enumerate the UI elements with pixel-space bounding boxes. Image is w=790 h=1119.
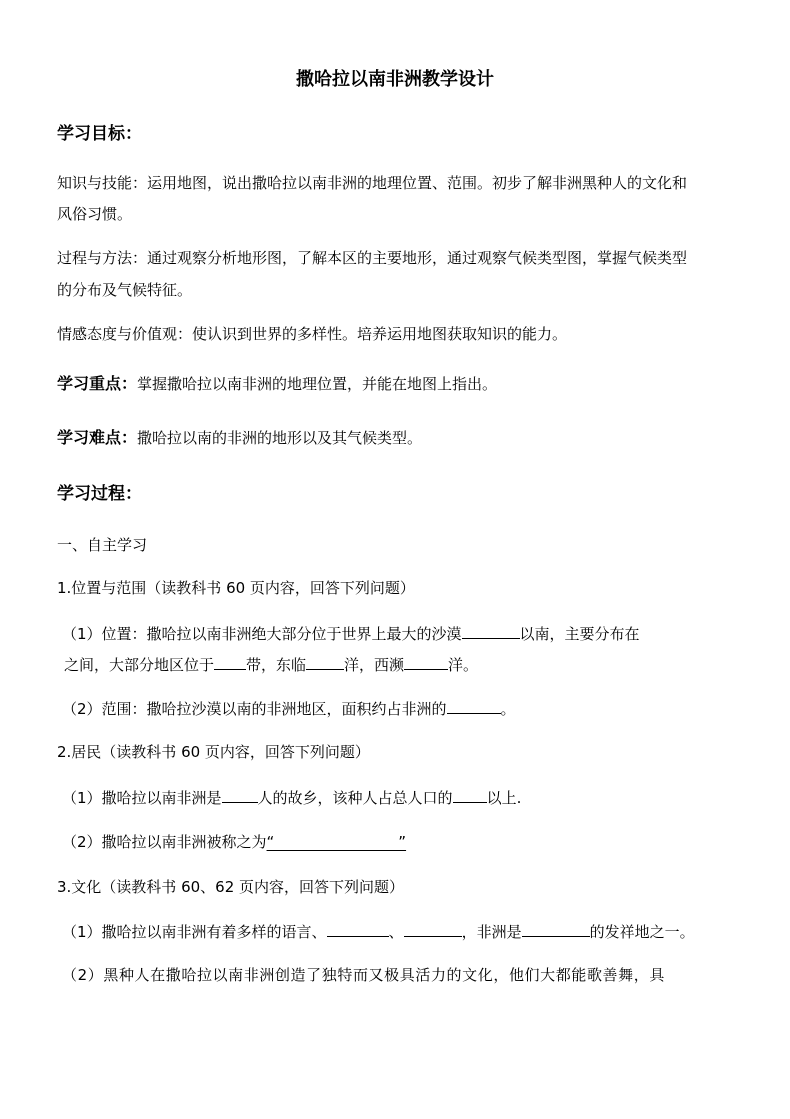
question-1-title: 1.位置与范围（读教科书 60 页内容，回答下列问题） (57, 579, 415, 597)
question-text: 的发祥地之一。 (589, 923, 695, 941)
goal-knowledge-line2: 风俗习惯。 (57, 205, 133, 223)
question-text: 、 (388, 923, 404, 941)
question-text: 人的故乡，该种人占总人口的 (257, 789, 453, 807)
key-point (57, 374, 740, 394)
question-2-title: 2.居民（读教科书 60 页内容，回答下列问题） (57, 743, 370, 761)
answer-blank[interactable] (214, 654, 246, 670)
question-2-2 (62, 832, 740, 852)
question-text: 以上. (486, 789, 522, 807)
question-text: 以南，主要分布在 (519, 625, 640, 643)
question-text: 带，东临 (246, 656, 307, 674)
difficult-point-label: 学习难点： (57, 428, 138, 447)
question-text: ，非洲是 (461, 923, 522, 941)
difficult-point (57, 428, 740, 448)
question-1-1-line2 (64, 654, 740, 675)
question-text: 洋。 (448, 656, 479, 674)
question-text: （1）撒哈拉以南非洲有着多样的语言、 (62, 923, 327, 941)
question-text: 之间，大部分地区位于 (64, 656, 215, 674)
goal-knowledge-line1: 知识与技能：运用地图，说出撒哈拉以南非洲的地理位置、范围。初步了解非洲黑种人的文化和 (57, 174, 688, 192)
question-text: （1）撒哈拉以南非洲是 (62, 789, 222, 807)
goals-heading: 学习目标： (57, 124, 142, 144)
answer-blank[interactable] (327, 921, 389, 937)
document-title: 撒哈拉以南非洲教学设计 (296, 69, 494, 90)
process-heading: 学习过程： (57, 484, 142, 504)
question-text: （1）位置：撒哈拉以南非洲绝大部分位于世界上最大的沙漠 (62, 625, 462, 643)
question-3-1 (62, 921, 740, 942)
goal-attitude: 情感态度与价值观：使认识到世界的多样性。培养运用地图获取知识的能力。 (57, 325, 568, 343)
answer-blank[interactable] (447, 698, 501, 714)
question-3-title: 3.文化（读教科书 60、62 页内容，回答下列问题） (57, 878, 405, 896)
key-point-text: 掌握撒哈拉以南非洲的地理位置，并能在地图上指出。 (137, 375, 498, 393)
question-text: 洋，西濒 (344, 656, 405, 674)
question-text: （2）范围：撒哈拉沙漠以南的非洲地区，面积约占非洲的 (62, 700, 447, 718)
question-2-1 (62, 787, 740, 808)
question-text: 。 (500, 700, 516, 718)
goal-process-line2: 的分布及气候特征。 (57, 281, 193, 299)
section-self-study: 一、自主学习 (57, 536, 148, 554)
answer-blank[interactable] (522, 921, 590, 937)
answer-blank[interactable] (462, 623, 520, 639)
answer-blank-quoted[interactable]: “ ” (266, 833, 407, 851)
answer-blank[interactable] (453, 787, 487, 803)
answer-blank[interactable] (404, 654, 448, 670)
difficult-point-text: 撒哈拉以南的非洲的地形以及其气候类型。 (137, 429, 423, 447)
question-3-2: （2）黑种人在撒哈拉以南非洲创造了独特而又极具活力的文化，他们大都能歌善舞，具 (62, 966, 665, 984)
question-1-2 (62, 698, 740, 719)
goal-process-line1: 过程与方法：通过观察分析地形图，了解本区的主要地形，通过观察气候类型图，掌握气候类型 (57, 249, 688, 267)
answer-blank[interactable] (404, 921, 462, 937)
key-point-label: 学习重点： (57, 374, 138, 393)
answer-blank[interactable] (306, 654, 344, 670)
question-text: （2）撒哈拉以南非洲被称之为 (62, 833, 267, 851)
answer-blank[interactable] (222, 787, 258, 803)
question-1-1-line1 (62, 623, 740, 644)
